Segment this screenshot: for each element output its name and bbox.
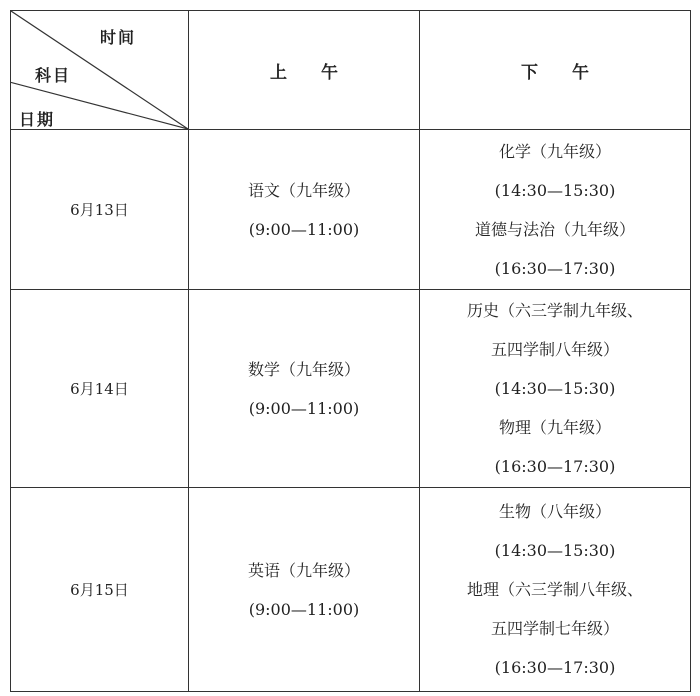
afternoon-subject: 化学（九年级） bbox=[498, 141, 611, 161]
morning-time: (9:00—11:00) bbox=[248, 599, 360, 619]
morning-subject: 语文（九年级） bbox=[247, 180, 360, 200]
afternoon-subject: 历史（六三学制九年级、 bbox=[466, 301, 643, 320]
afternoon-time: (14:30—15:30) bbox=[494, 180, 616, 200]
date-cell bbox=[11, 130, 189, 290]
afternoon-time: (16:30—17:30) bbox=[494, 457, 616, 476]
afternoon-time: (16:30—17:30) bbox=[494, 658, 616, 677]
afternoon-time: (14:30—15:30) bbox=[494, 541, 616, 560]
date-label: 6月14日 bbox=[70, 380, 129, 398]
afternoon-header-label: 下 午 bbox=[521, 62, 603, 83]
corner-time-label: 时间 bbox=[99, 28, 136, 47]
morning-cell bbox=[189, 290, 420, 488]
exam-schedule-table bbox=[10, 10, 691, 692]
morning-time: (9:00—11:00) bbox=[248, 398, 360, 418]
date-cell bbox=[11, 290, 189, 488]
afternoon-subject: 物理（九年级） bbox=[498, 418, 611, 437]
afternoon-cell bbox=[420, 130, 691, 290]
morning-header-cell bbox=[189, 11, 420, 130]
afternoon-cell bbox=[420, 290, 691, 488]
corner-subject-label: 科目 bbox=[35, 66, 72, 85]
date-label: 6月15日 bbox=[70, 581, 129, 599]
afternoon-subject: 地理（六三学制八年级、 bbox=[466, 580, 643, 599]
morning-cell bbox=[189, 488, 420, 692]
afternoon-subject: 道德与法治（九年级） bbox=[474, 219, 635, 239]
afternoon-header-cell bbox=[420, 11, 691, 130]
corner-header-cell bbox=[11, 11, 189, 130]
corner-date-label: 日期 bbox=[19, 110, 56, 129]
morning-time: (9:00—11:00) bbox=[248, 219, 360, 239]
morning-subject: 英语（九年级） bbox=[247, 560, 360, 580]
date-cell bbox=[11, 488, 189, 692]
afternoon-cell bbox=[420, 488, 691, 692]
table-row bbox=[11, 290, 691, 488]
afternoon-subject-continued: 五四学制八年级） bbox=[490, 340, 619, 359]
morning-header-label: 上 午 bbox=[270, 62, 352, 83]
afternoon-subject: 生物（八年级） bbox=[498, 502, 611, 521]
morning-cell bbox=[189, 130, 420, 290]
date-label: 6月13日 bbox=[70, 201, 129, 219]
afternoon-time: (16:30—17:30) bbox=[494, 258, 616, 278]
header-row bbox=[11, 11, 691, 130]
table-row bbox=[11, 488, 691, 692]
afternoon-subject-continued: 五四学制七年级） bbox=[490, 619, 619, 638]
morning-subject: 数学（九年级） bbox=[247, 359, 360, 379]
table-row bbox=[11, 130, 691, 290]
afternoon-time: (14:30—15:30) bbox=[494, 379, 616, 398]
